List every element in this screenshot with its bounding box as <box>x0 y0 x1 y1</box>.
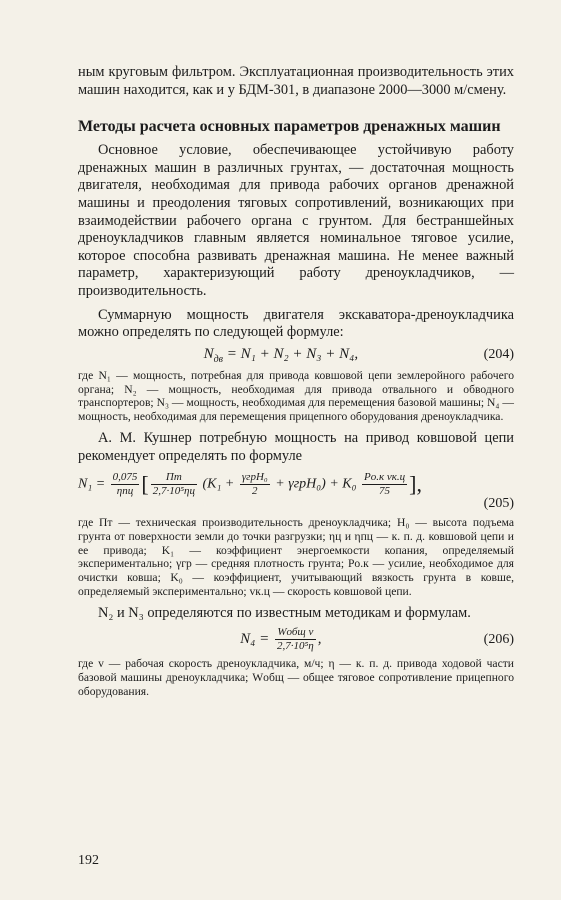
paragraph-total-power: Суммарную мощность двигателя экскаватора-дреноукладчика можно определять по следующей формуле: <box>78 306 514 341</box>
equation-205-fraction-3: $\frac{\text{γгрH₀}}{2}$ <box>241 471 268 498</box>
equation-204-lhs: N <box>203 345 214 362</box>
equation-206 <box>78 626 514 653</box>
paragraph-kushner: А. М. Кушнер потребную мощность на привод ковшовой цепи рекомендует определять по формуле <box>78 429 514 464</box>
note-equation-206: где v — рабочая скорость дреноукладчика, м/ч; η — к. п. д. привода ходовой части базовой машины дреноукладчика; Wобщ — общее тяговое сопротивление прицепного оборудования. <box>78 657 514 699</box>
equation-204-rhs: = N₁ + N₂ + N₃ + N₄, <box>226 345 359 362</box>
paragraph-n2-n3: N₂ и N₃ определяются по известным методикам и формулам. <box>98 604 471 621</box>
equation-204-number: (204) <box>483 347 514 363</box>
equation-204-lhs-sub: дв <box>213 353 223 365</box>
equation-205-close: ], <box>409 471 422 497</box>
equation-205: N₁ = $\frac{0,075}{\text{ηпц}}$ [ $\frac{Пт}{\text{2,7·10⁵ηц}}$ (K₁ + $\frac{\text{γгрH₀}}{2}$ + γгрH₀) + K₀ $\frac{\text{Pо.к vк.ц}}{75}$ ], <box>78 471 422 498</box>
paragraph-main-condition: Основное условие, обеспечивающее устойчивую работу дренажных машин в различных грунтах, — достаточная мощность двигателя, необходимая для привода рабочих органов дренажной машины и преодоления тяговых сопротивлений, возникающих при взаимодействии рабочего органа с грунтом. Для бестраншейных дреноукладчиков главным является номинальное тяговое усилие, которое способна развивать дренажная машина. Не менее важный параметр, характеризующий работу дреноукладчиков, — производительность. <box>78 142 514 299</box>
equation-204-expression <box>78 346 484 365</box>
equation-206-number: (206) <box>483 631 514 647</box>
page-number: 192 <box>78 853 99 868</box>
equation-205-lhs: N₁ = <box>78 476 106 492</box>
equation-205-k1: (K₁ + <box>202 476 235 492</box>
equation-205-fraction-1: $\frac{0,075}{\text{ηпц}}$ <box>112 471 138 498</box>
equation-206-lhs: N₄ = <box>240 631 270 648</box>
equation-205-number: (205) <box>483 496 514 512</box>
equation-205-middle: + γгрH₀) + K₀ <box>275 476 357 492</box>
page-content <box>78 64 514 699</box>
section-heading: Методы расчета основных параметров дренажных машин <box>78 118 501 136</box>
equation-205-fraction-2: $\frac{Пт}{\text{2,7·10⁵ηц}}$ <box>152 471 196 498</box>
equation-204 <box>78 346 514 365</box>
equation-206-fraction: $\frac{\text{Wобщ v}}{\text{2,7·10⁵η}}$ <box>276 626 314 653</box>
equation-205-fraction-4: $\frac{\text{Pо.к vк.ц}}{75}$ <box>363 471 406 498</box>
equation-206-expression: N₄ = $\frac{\text{Wобщ v}}{\text{2,7·10⁵η}}$ , <box>240 626 322 653</box>
intro-paragraph: ным круговым фильтром. Эксплуатационная производительность этих машин находится, как и у БДМ-301, в диапазоне 2000—3000 м/смену. <box>78 64 514 98</box>
note-equation-205: где Пт — техническая производительность дреноукладчика; H₀ — высота подъема грунта от поверхности земли до точки разгрузки; ηц и ηпц — к. п. д. ковшовой цепи и ее привода; K₁ — коэффициент энергоемкости копания, определяемый экспериментально; γгр — средняя плотность грунта; Pо.к — усилие, необходимое для очистки ковша; K₀ — коэффициент, учитывающий вязкость грунта в ковше, определяемый экспериментально; vк.ц — скорость ковшовой цепи. <box>78 516 514 599</box>
note-equation-204: где N₁ — мощность, потребная для привода ковшовой цепи землеройного рабочего органа; N₂ — мощность, необходимая для привода отвального и обводного транспортеров; N₃ — мощность, необходимая для перемещения базовой машины; N₄ — мощность, необходимая для перемещения прицепного оборудования дреноукладчика. <box>78 368 514 424</box>
